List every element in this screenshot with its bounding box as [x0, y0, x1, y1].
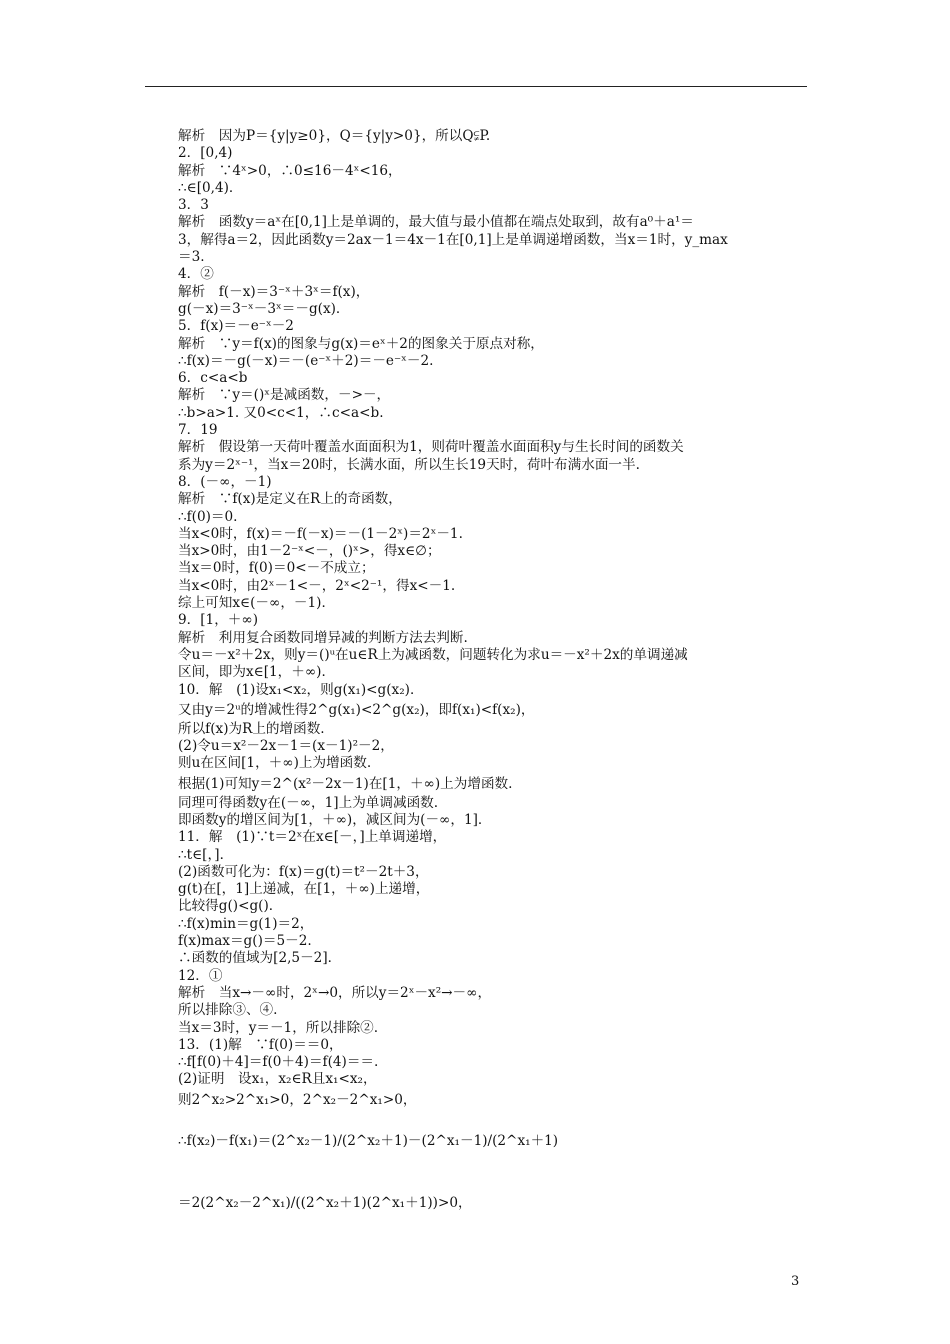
line-43: (2)函数可化为：f(x)＝g(t)＝t²－2t＋3， [178, 863, 429, 880]
line-46: ∴f(x)min＝g(1)＝2， [178, 915, 314, 932]
line-36: (2)令u＝x²－2x－1＝(x－1)²－2， [178, 738, 394, 755]
line-34: 又由y＝2ᵘ的增减性得2^g(x₁)<2^g(x₂)，即f(x₁)<f(x₂)， [178, 701, 535, 718]
line-50: 解析 当x→－∞时，2ˣ→0，所以y＝2ˣ－x²→－∞， [178, 984, 492, 1001]
line-21: 8．(－∞，－1) [178, 473, 272, 490]
line-58: ＝2(2^x₂－2^x₁)/((2^x₂＋1)(2^x₁＋1))>0， [178, 1194, 472, 1211]
line-55: (2)证明 设x₁，x₂∈R且x₁<x₂， [178, 1071, 377, 1088]
line-22: 解析 ∵f(x)是定义在R上的奇函数， [178, 491, 402, 508]
line-56: 则2^x₂>2^x₁>0，2^x₂－2^x₁>0， [178, 1091, 417, 1108]
line-7: 3，解得a＝2，因此函数y＝2ax－1＝4x－1在[0,1]上是单调递增函数，当x＝1时，y_max [178, 231, 728, 248]
line-25: 当x>0时，由1－2⁻ˣ<－，()ˣ>，得x∈∅； [178, 543, 441, 560]
line-38: 根据(1)可知y＝2^(x²－2x－1)在[1，＋∞)上为增函数. [178, 775, 513, 792]
line-6: 解析 函数y＝aˣ在[0,1]上是单调的，最大值与最小值都在端点处取到，故有a⁰＋a¹＝ [178, 214, 694, 231]
page-number: 3 [791, 1274, 800, 1289]
line-8: ＝3. [178, 249, 205, 266]
line-45: 比较得g()<g()． [178, 898, 283, 915]
answer-text [178, 128, 818, 1227]
line-5: 3．3 [178, 197, 209, 214]
line-26: 当x＝0时，f(0)＝0<－不成立； [178, 560, 375, 577]
line-52: 当x＝3时，y＝－1，所以排除②. [178, 1019, 379, 1036]
line-41: 11．解 (1)∵t＝2ˣ在x∈[－，]上单调递增， [178, 829, 447, 846]
line-11: g(－x)＝3⁻ˣ－3ˣ＝－g(x)． [178, 300, 350, 317]
line-15: 6．c<a<b [178, 370, 248, 387]
line-42: ∴t∈[，]． [178, 846, 234, 863]
line-54: ∴f[f(0)＋4]＝f(0＋4)＝f(4)＝＝. [178, 1054, 379, 1071]
line-14: ∴f(x)＝－g(－x)＝－(e⁻ˣ＋2)＝－e⁻ˣ－2. [178, 352, 434, 369]
line-33: 10．解 (1)设x₁<x₂，则g(x₁)<g(x₂)． [178, 681, 424, 698]
line-57: ∴f(x₂)－f(x₁)＝(2^x₂－1)/(2^x₂＋1)－(2^x₁－1)/(2^x₁＋1) [178, 1132, 559, 1149]
line-17: ∴b>a>1. 又0<c<1，∴c<a<b. [178, 404, 384, 421]
line-40: 即函数y的增区间为[1，＋∞)，减区间为(－∞，1]． [178, 811, 492, 828]
line-35: 所以f(x)为R上的增函数. [178, 720, 325, 737]
line-44: g(t)在[，1]上递减，在[1，＋∞)上递增， [178, 881, 430, 898]
line-4: ∴∈[0,4)． [178, 179, 243, 196]
line-37: 则u在区间[1，＋∞)上为增函数. [178, 755, 372, 772]
line-10: 解析 f(－x)＝3⁻ˣ＋3ˣ＝f(x)， [178, 283, 370, 300]
line-32: 区间，即为x∈[1，＋∞)． [178, 664, 336, 681]
line-31: 令u＝－x²＋2x，则y＝()ᵘ在u∈R上为减函数，问题转化为求u＝－x²＋2x的单调递减 [178, 646, 688, 663]
line-3: 解析 ∵4ˣ>0，∴0≤16－4ˣ<16， [178, 162, 402, 179]
line-2: 2．[0,4) [178, 145, 233, 162]
line-49: 12．① [178, 967, 223, 984]
line-23: ∴f(0)＝0. [178, 508, 238, 525]
line-39: 同理可得函数y在(－∞，1]上为单调减函数. [178, 794, 439, 811]
line-1: 解析 因为P＝{y|y≥0}，Q＝{y|y>0}，所以Q⫋P. [178, 128, 491, 144]
line-20: 系为y＝2ˣ⁻¹，当x＝20时，长满水面，所以生长19天时，荷叶布满水面一半. [178, 456, 640, 473]
line-48: ∴函数的值域为[2,5－2]． [178, 950, 342, 967]
line-12: 5．f(x)＝－e⁻ˣ－2 [178, 318, 294, 335]
line-47: f(x)max＝g()＝5－2. [178, 933, 312, 950]
line-30: 解析 利用复合函数同增异减的判断方法去判断. [178, 629, 468, 646]
line-16: 解析 ∵y＝()ˣ是减函数，－>－， [178, 387, 391, 404]
line-51: 所以排除③、④. [178, 1002, 278, 1019]
line-13: 解析 ∵y＝f(x)的图象与g(x)＝eˣ＋2的图象关于原点对称， [178, 335, 544, 352]
line-29: 9．[1，＋∞) [178, 612, 259, 629]
header-rule [145, 86, 807, 87]
line-19: 解析 假设第一天荷叶覆盖水面面积为1，则荷叶覆盖水面面积y与生长时间的函数关 [178, 439, 684, 456]
line-24: 当x<0时，f(x)＝－f(－x)＝－(1－2ˣ)＝2ˣ－1. [178, 525, 463, 542]
line-27: 当x<0时，由2ˣ－1<－，2ˣ<2⁻¹，得x<－1. [178, 577, 456, 594]
line-18: 7．19 [178, 422, 218, 439]
line-28: 综上可知x∈(－∞，－1)． [178, 595, 336, 612]
line-53: 13．(1)解 ∵f(0)＝＝0， [178, 1036, 343, 1053]
line-9: 4．② [178, 266, 214, 283]
